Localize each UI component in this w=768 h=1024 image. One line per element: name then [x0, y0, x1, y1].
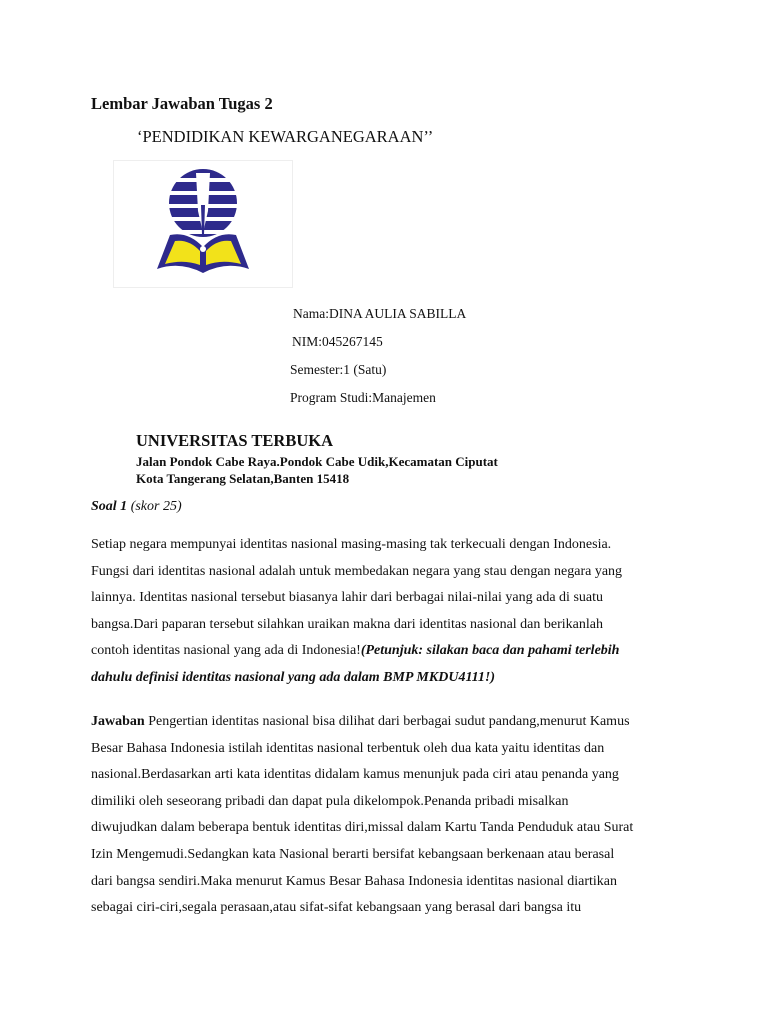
- document-title: Lembar Jawaban Tugas 2: [91, 94, 273, 113]
- question-line: Setiap negara mempunyai identitas nasional masing-masing tak terkecuali dengan Indonesia.: [91, 537, 612, 552]
- student-semester: Semester:1 (Satu): [290, 362, 387, 377]
- question-line: lainnya. Identitas nasional tersebut biasanya lahir dari berbagai nilai-nilai yang ada di suatu: [91, 590, 603, 606]
- question-hint: (Petunjuk: silakan baca dan pahami terlebih: [360, 643, 620, 659]
- answer-line: [91, 709, 691, 736]
- university-address-line2: Kota Tangerang Selatan,Banten 15418: [136, 471, 350, 486]
- answer-line: dimiliki oleh seseorang pribadi dan dapat pula dikelompok.Penanda pribadi misalkan: [91, 793, 569, 809]
- student-program: Program Studi:Manajemen: [290, 390, 436, 405]
- question-heading: [91, 499, 182, 515]
- question-line-text: contoh identitas nasional yang ada di Indonesia!: [91, 643, 361, 659]
- answer-label: Jawaban: [91, 714, 145, 729]
- question-line: bangsa.Dari paparan tersebut silahkan uraikan makna dari identitas nasional dan berikanlah: [91, 616, 603, 632]
- answer-line: Besar Bahasa Indonesia istilah identitas nasional terbentuk oleh dua kata yaitu identitas dan: [91, 740, 605, 756]
- answer-line: diwujudkan dalam beberapa bentuk identitas diri,missal dalam Kartu Tanda Penduduk atau Surat: [91, 820, 634, 836]
- question-text: [91, 532, 691, 692]
- answer-line: nasional.Berdasarkan arti kata identitas didalam kamus menunjuk pada ciri atau penanda yang: [91, 767, 619, 783]
- student-name: Nama:DINA AULIA SABILLA: [293, 306, 467, 321]
- universitas-terbuka-logo-icon: [114, 161, 292, 287]
- university-address-line1: Jalan Pondok Cabe Raya.Pondok Cabe Udik,Kecamatan Ciputat: [136, 454, 498, 469]
- question-hint-line: dahulu definisi identitas nasional yang ada dalam BMP MKDU4111!): [91, 669, 496, 685]
- question-score: (skor 25): [130, 499, 182, 514]
- answer-line: Izin Mengemudi.Sedangkan kata Nasional berarti bersifat kebangsaan berkenaan atau berasal: [91, 846, 615, 862]
- document-subtitle: ‘PENDIDIKAN KEWARGANEGARAAN’’: [137, 127, 434, 146]
- student-identity: [290, 300, 466, 412]
- university-block: [136, 431, 498, 487]
- answer-line: sebagai ciri-ciri,segala perasaan,atau sifat-sifat kebangsaan yang berasal dari bangsa itu: [91, 900, 582, 916]
- university-name: UNIVERSITAS TERBUKA: [136, 431, 333, 450]
- answer-text: [91, 709, 691, 922]
- question-label: Soal 1: [91, 499, 128, 514]
- answer-line: dari bangsa sendiri.Maka menurut Kamus Besar Bahasa Indonesia identitas nasional diartikan: [91, 873, 618, 889]
- question-line: [91, 638, 691, 665]
- answer-line-text: Pengertian identitas nasional bisa dilihat dari berbagai sudut pandang,menurut Kamus: [144, 714, 630, 729]
- question-line: Fungsi dari identitas nasional adalah untuk membedakan negara yang stau dengan negara yang: [91, 563, 623, 579]
- student-nim: NIM:045267145: [292, 334, 383, 349]
- university-logo: [113, 160, 293, 288]
